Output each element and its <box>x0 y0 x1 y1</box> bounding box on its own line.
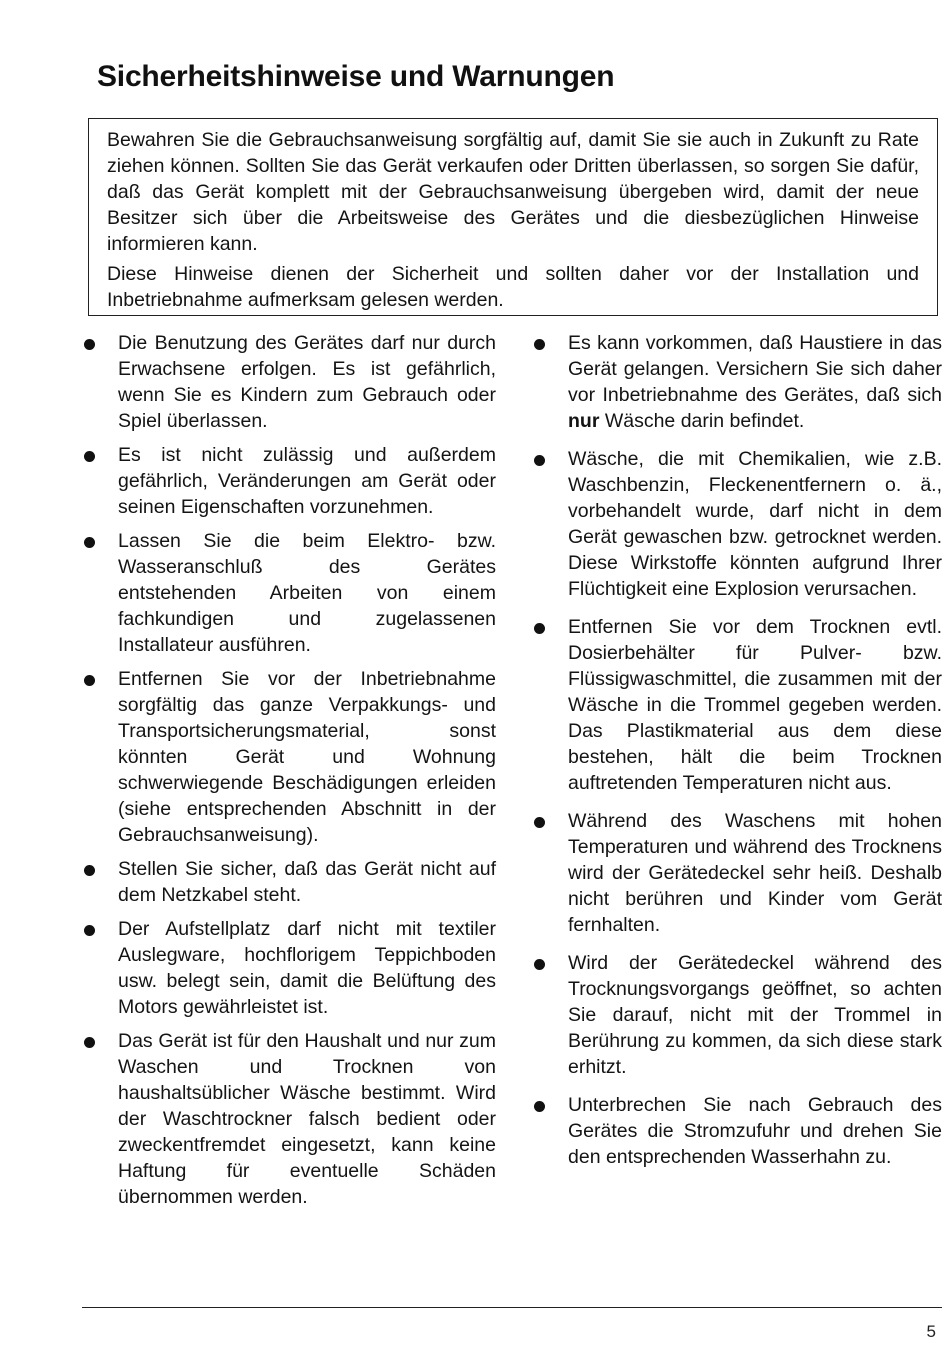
right-column <box>530 330 942 1182</box>
list-item: Unterbrechen Sie nach Gebrauch des Gerätes die Stromzufuhr und drehen Sie den entsprechenden Wasserhahn zu. <box>530 1092 942 1170</box>
list-item: Wird der Gerätedeckel während des Trocknungsvorgangs geöffnet, so achten Sie darauf, nicht mit der Trommel in Berührung zu kommen, da sich diese stark erhitzt. <box>530 950 942 1080</box>
right-bullet-list <box>530 330 942 1170</box>
list-item: Während des Waschens mit hohen Temperaturen und während des Trocknens wird der Gerätedeckel sehr heiß. Deshalb nicht berühren und Kinder vom Gerät fernhalten. <box>530 808 942 938</box>
list-item: Wäsche, die mit Chemikalien, wie z.B. Waschbenzin, Fleckenentfernern o. ä., vorbehandelt wurde, darf nicht in dem Gerät gewaschen bzw. getrocknet werden. Diese Wirkstoffe könnten aufgrund Ihrer Flüchtigkeit eine Explosion verursachen. <box>530 446 942 602</box>
intro-paragraph-2: Diese Hinweise dienen der Sicherheit und sollten daher vor der Installation und Inbetriebnahme aufmerksam gelesen werden. <box>107 263 919 311</box>
page-title: Sicherheitshinweise und Warnungen <box>97 60 615 93</box>
page-number: 5 <box>926 1322 936 1341</box>
left-bullet-list <box>80 330 496 1210</box>
list-item-text: Es kann vorkommen, daß Haustiere in das Gerät gelangen. Versichern Sie sich daher vor Inbetriebnahme des Gerätes, daß sich <box>568 332 942 406</box>
footer-divider <box>82 1307 942 1308</box>
list-item <box>530 330 942 434</box>
intro-paragraph-1: Bewahren Sie die Gebrauchsanweisung sorgfältig auf, damit Sie sie auch in Zukunft zu Rate ziehen können. Sollten Sie das Gerät verkaufen oder Dritten überlassen, so sorgen Sie dafür, daß das Gerät komplett mit der Gebrauchsanweisung übergeben wird, damit der neue Besitzer sich über die Arbeitsweise des Gerätes und die diesbezüglichen Hinweise informieren kann. <box>107 129 919 255</box>
intro-box <box>88 118 938 316</box>
list-item-text: Wäsche darin befindet. <box>599 410 805 432</box>
list-item: Entfernen Sie vor dem Trocknen evtl. Dosierbehälter für Pulver- bzw. Flüssigwaschmittel, die zusammen mit der Wäsche in die Trommel gegeben werden. Das Plastikmaterial aus dem diese bestehen, hält die beim Trocknen auftretenden Temperaturen nicht aus. <box>530 614 942 796</box>
list-item: Die Benutzung des Gerätes darf nur durch Erwachsene erfolgen. Es ist gefährlich, wenn Sie es Kindern zum Gebrauch oder Spiel überlassen. <box>80 330 496 434</box>
list-item: Entfernen Sie vor der Inbetriebnahme sorgfältig das ganze Verpakkungs- und Transportsicherungsmaterial, sonst könnten Gerät und Wohnung schwerwiegende Beschädigungen erleiden (siehe entsprechenden Abschnitt in der Gebrauchsanweisung). <box>80 666 496 848</box>
list-item: Es ist nicht zulässig und außerdem gefährlich, Veränderungen am Gerät oder seinen Eigenschaften vorzunehmen. <box>80 442 496 520</box>
list-item: Der Aufstellplatz darf nicht mit textiler Auslegware, hochflorigem Teppichboden usw. belegt sein, damit die Belüftung des Motors gewährleistet ist. <box>80 916 496 1020</box>
emphasis-text: nur <box>568 410 600 432</box>
left-column <box>80 330 496 1218</box>
list-item: Stellen Sie sicher, daß das Gerät nicht auf dem Netzkabel steht. <box>80 856 496 908</box>
list-item: Das Gerät ist für den Haushalt und nur zum Waschen und Trocknen von haushaltsüblicher Wäsche bestimmt. Wird der Waschtrockner falsch bedient oder zweckentfremdet eingesetzt, kann keine Haftung für eventuelle Schäden übernommen werden. <box>80 1028 496 1210</box>
list-item: Lassen Sie die beim Elektro- bzw. Wasseranschluß des Gerätes entstehenden Arbeiten von einem fachkundigen und zugelassenen Installateur ausführen. <box>80 528 496 658</box>
